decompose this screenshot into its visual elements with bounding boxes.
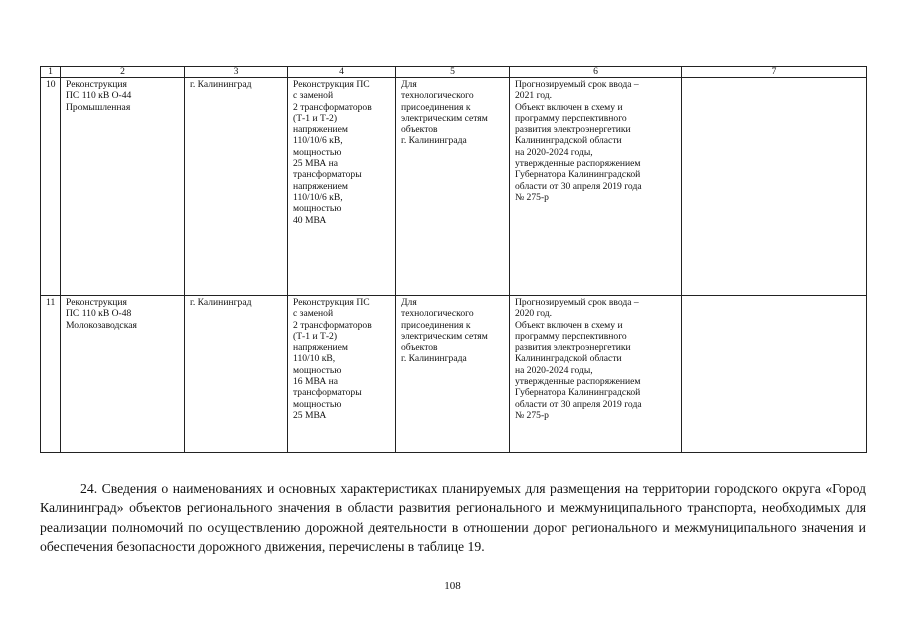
column-number-2: 2 [61,67,185,78]
table-row [41,296,867,453]
column-number-3: 3 [185,67,288,78]
location-cell: г. Калининград [185,78,288,296]
row-number-cell: 11 [41,296,61,453]
column-number-5: 5 [396,67,510,78]
column-number-6: 6 [510,67,682,78]
purpose-cell: Для технологического присоединения к электрическим сетям объектов г. Калининграда [396,296,510,453]
row-number-cell: 10 [41,78,61,296]
object-name-cell: Реконструкция ПС 110 кВ О-48 Молокозаводская [61,296,185,453]
object-name-cell: Реконструкция ПС 110 кВ О-44 Промышленная [61,78,185,296]
column-number-1: 1 [41,67,61,78]
column-number-4: 4 [288,67,396,78]
extra-cell [682,296,867,453]
table-row [41,78,867,296]
characteristics-cell: Реконструкция ПС с заменой 2 трансформаторов (Т-1 и Т-2) напряжением 110/10/6 кВ, мощностью 25 МВА на трансформаторы напряжением 110/10/6 кВ, мощностью 40 МВА [288,78,396,296]
purpose-cell: Для технологического присоединения к электрическим сетям объектов г. Калининграда [396,78,510,296]
characteristics-cell: Реконструкция ПС с заменой 2 трансформаторов (Т-1 и Т-2) напряжением 110/10 кВ, мощностью 16 МВА на трансформаторы мощностью 25 МВА [288,296,396,453]
notes-cell: Прогнозируемый срок ввода – 2020 год. Объект включен в схему и программу перспективного развития электроэнергетики Калининградской области на 2020-2024 годы, утвержденные распоряжением Губернатора Калининградской области от 30 апреля 2019 года № 275-р [510,296,682,453]
section-paragraph: 24. Сведения о наименованиях и основных характеристиках планируемых для размещения на территории городского округа «Город Калининград» объектов регионального значения в области развития регионального и межмуниципального транспорта, необходимых для реализации полномочий по осуществлению дорожной деятельности в отношении дорог регионального и межмуниципального значения и обеспечения безопасности дорожного движения, перечислены в таблице 19. [40,481,866,554]
column-number-7: 7 [682,67,867,78]
notes-cell: Прогнозируемый срок ввода – 2021 год. Объект включен в схему и программу перспективного развития электроэнергетики Калининградской области на 2020-2024 годы, утвержденные распоряжением Губернатора Калининградской области от 30 апреля 2019 года № 275-р [510,78,682,296]
extra-cell [682,78,867,296]
objects-table [40,66,867,453]
page-number: 108 [444,580,461,592]
location-cell: г. Калининград [185,296,288,453]
table-header-row [41,67,867,78]
